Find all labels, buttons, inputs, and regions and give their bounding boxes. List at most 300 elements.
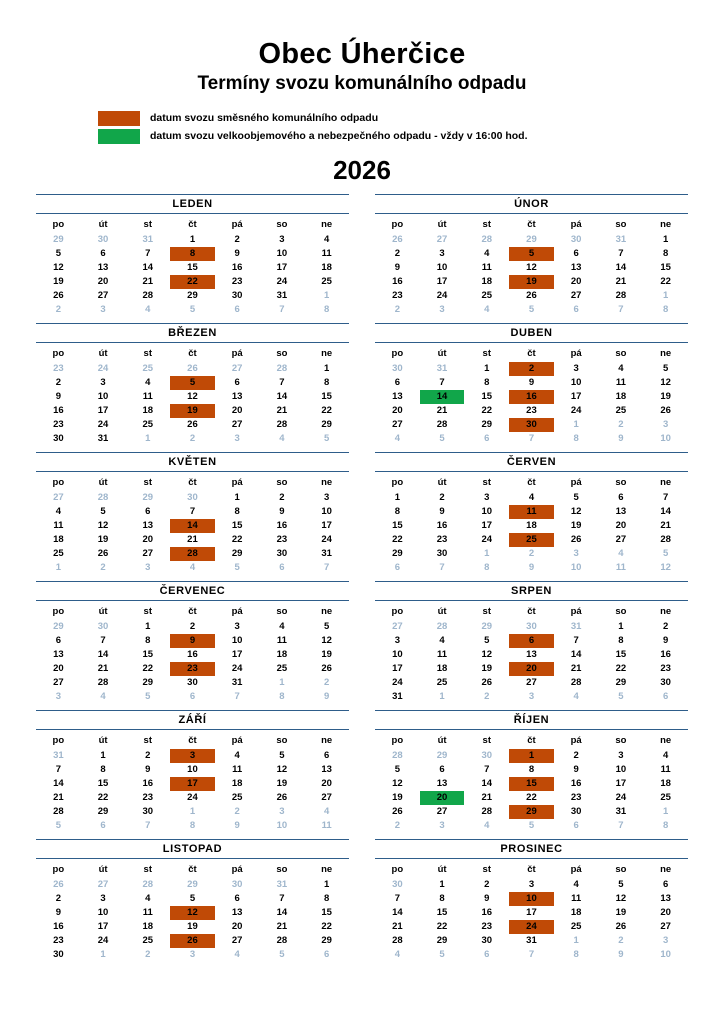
day-cell — [125, 261, 170, 275]
day-outside-month: 6 — [573, 304, 579, 316]
day-number: 24 — [321, 534, 332, 546]
month-table — [36, 474, 349, 575]
day-cell — [125, 491, 170, 505]
day-number: 12 — [321, 635, 332, 647]
weekday-header: čt — [188, 219, 197, 231]
day-cell — [170, 662, 215, 676]
day-cell — [215, 303, 260, 317]
day-cell — [643, 906, 688, 920]
day-number: 28 — [436, 419, 448, 431]
day-number: 25 — [142, 419, 154, 431]
day-number: 6 — [234, 893, 240, 905]
day-number: 30 — [187, 677, 198, 689]
day-cell — [375, 390, 420, 404]
day-outside-month: 29 — [53, 621, 64, 633]
day-number: 27 — [231, 419, 243, 431]
weekday-header-row — [375, 474, 688, 491]
day-cell — [643, 676, 688, 690]
day-cell — [643, 491, 688, 505]
week-row — [36, 920, 349, 934]
day-cell — [420, 648, 465, 662]
day-number: 5 — [55, 248, 61, 260]
day-cell — [215, 749, 260, 763]
day-cell — [464, 934, 509, 948]
day-number: 18 — [660, 778, 671, 790]
day-number: 29 — [97, 806, 109, 818]
weekday-header-row — [375, 345, 688, 362]
day-number: 21 — [276, 405, 288, 417]
day-outside-month: 3 — [573, 548, 579, 560]
day-cell — [304, 432, 349, 446]
day-number: 25 — [570, 921, 582, 933]
day-cell — [375, 432, 420, 446]
month-table — [36, 861, 349, 962]
day-number: 18 — [321, 262, 332, 274]
week-row — [375, 376, 688, 390]
day-cell — [643, 777, 688, 791]
day-number: 21 — [142, 276, 154, 288]
day-cell — [643, 519, 688, 533]
day-cell — [36, 376, 81, 390]
day-number: 2 — [484, 879, 490, 891]
day-cell — [509, 791, 554, 805]
weekday-header: út — [98, 606, 108, 618]
day-cell — [170, 362, 215, 376]
day-cell — [509, 819, 554, 833]
day-cell — [420, 934, 465, 948]
day-cell — [599, 418, 644, 432]
day-cell — [36, 934, 81, 948]
day-number: 4 — [279, 621, 285, 633]
weekday-header: po — [391, 735, 404, 747]
day-number: 11 — [276, 635, 287, 647]
day-cell — [304, 233, 349, 247]
day-cell — [420, 878, 465, 892]
weekday-header: st — [482, 864, 491, 876]
week-row — [375, 934, 688, 948]
day-cell — [599, 390, 644, 404]
day-outside-month: 1 — [662, 290, 669, 302]
day-number: 3 — [323, 492, 330, 504]
day-outside-month: 5 — [439, 949, 445, 961]
day-cell — [125, 648, 170, 662]
day-cell — [554, 505, 599, 519]
day-number: 26 — [187, 419, 198, 431]
weekday-header: ne — [660, 735, 672, 747]
day-cell — [170, 934, 215, 948]
weekday-header: pá — [231, 219, 243, 231]
day-cell — [170, 533, 215, 547]
day-number: 5 — [189, 893, 196, 905]
week-row — [375, 247, 688, 261]
day-cell — [509, 519, 554, 533]
day-number: 11 — [571, 893, 582, 905]
day-cell — [304, 390, 349, 404]
day-cell — [170, 247, 215, 261]
day-number: 10 — [392, 649, 403, 661]
day-cell — [643, 547, 688, 561]
day-cell — [509, 749, 554, 763]
legend-label: datum svozu směsného komunálního odpadu — [150, 112, 379, 125]
day-number: 28 — [481, 806, 493, 818]
day-cell — [464, 561, 509, 575]
day-cell — [215, 892, 260, 906]
day-cell — [643, 404, 688, 418]
day-outside-month: 2 — [484, 691, 490, 703]
day-cell — [304, 906, 349, 920]
day-number: 15 — [321, 391, 332, 403]
day-outside-month: 26 — [53, 879, 64, 891]
day-number: 6 — [394, 377, 400, 389]
day-cell — [81, 289, 126, 303]
day-number: 10 — [187, 764, 198, 776]
day-cell — [170, 648, 215, 662]
week-row — [36, 662, 349, 676]
day-cell — [125, 763, 170, 777]
day-mixed-waste: 23 — [170, 662, 215, 676]
day-cell — [554, 289, 599, 303]
day-outside-month: 5 — [323, 433, 330, 445]
day-number: 23 — [570, 792, 582, 804]
day-number: 13 — [660, 893, 671, 905]
day-number: 9 — [484, 893, 490, 905]
day-cell — [643, 275, 688, 289]
day-cell — [420, 404, 465, 418]
day-cell — [375, 690, 420, 704]
weekday-header: čt — [188, 606, 197, 618]
day-outside-month: 31 — [142, 234, 154, 246]
day-number: 18 — [231, 778, 243, 790]
day-number: 27 — [570, 290, 582, 302]
day-number: 10 — [97, 391, 109, 403]
day-outside-month: 2 — [189, 433, 196, 445]
day-number: 14 — [276, 391, 288, 403]
day-number: 29 — [321, 419, 332, 431]
day-number: 29 — [187, 290, 198, 302]
day-number: 23 — [276, 534, 288, 546]
day-cell — [554, 676, 599, 690]
day-cell — [599, 533, 644, 547]
day-outside-month: 9 — [234, 820, 240, 832]
day-cell — [599, 805, 644, 819]
weekday-header: po — [391, 606, 404, 618]
day-number: 3 — [100, 377, 106, 389]
month-table — [36, 345, 349, 446]
day-number: 1 — [618, 621, 624, 633]
day-cell — [304, 892, 349, 906]
day-number: 29 — [321, 935, 332, 947]
day-cell — [215, 376, 260, 390]
day-outside-month: 7 — [618, 304, 624, 316]
day-cell — [304, 819, 349, 833]
week-row — [375, 390, 688, 404]
day-cell — [599, 749, 644, 763]
week-row — [375, 491, 688, 505]
day-cell — [643, 620, 688, 634]
day-cell — [215, 805, 260, 819]
day-cell — [81, 303, 126, 317]
day-mixed-waste: 3 — [170, 749, 215, 763]
day-cell — [36, 920, 81, 934]
day-number: 18 — [570, 907, 582, 919]
day-cell — [464, 620, 509, 634]
day-number: 4 — [484, 248, 490, 260]
day-cell — [36, 620, 81, 634]
day-cell — [36, 561, 81, 575]
day-cell — [375, 676, 420, 690]
day-number: 24 — [481, 534, 493, 546]
day-number: 22 — [231, 534, 243, 546]
day-number: 15 — [142, 649, 154, 661]
day-cell — [81, 505, 126, 519]
weekday-header: ne — [660, 348, 672, 360]
day-cell — [260, 247, 305, 261]
day-cell — [170, 561, 215, 575]
day-number: 5 — [100, 506, 106, 518]
year-label: 2026 — [333, 155, 391, 186]
day-cell — [420, 376, 465, 390]
day-number: 23 — [53, 935, 64, 947]
day-cell — [170, 906, 215, 920]
day-cell — [36, 233, 81, 247]
day-cell — [125, 289, 170, 303]
day-cell — [464, 547, 509, 561]
day-cell — [36, 275, 81, 289]
day-number: 7 — [55, 764, 61, 776]
day-number: 18 — [276, 649, 288, 661]
day-number: 15 — [392, 520, 403, 532]
day-cell — [643, 247, 688, 261]
month-table — [375, 474, 688, 575]
day-cell — [304, 289, 349, 303]
day-cell — [420, 247, 465, 261]
day-number: 4 — [55, 506, 61, 518]
day-cell — [36, 634, 81, 648]
day-cell — [554, 561, 599, 575]
day-number: 27 — [660, 921, 671, 933]
day-outside-month: 29 — [526, 234, 537, 246]
day-cell — [643, 432, 688, 446]
day-cell — [36, 892, 81, 906]
day-mixed-waste: 2 — [509, 362, 554, 376]
day-number: 22 — [481, 405, 493, 417]
day-cell — [420, 763, 465, 777]
day-cell — [170, 390, 215, 404]
day-cell — [375, 791, 420, 805]
day-cell — [375, 404, 420, 418]
day-cell — [304, 505, 349, 519]
day-number: 3 — [573, 363, 579, 375]
day-cell — [643, 791, 688, 805]
day-cell — [125, 561, 170, 575]
week-row — [375, 418, 688, 432]
day-outside-month: 5 — [234, 562, 240, 574]
day-cell — [643, 805, 688, 819]
day-number: 5 — [662, 363, 669, 375]
day-number: 8 — [618, 635, 624, 647]
day-cell — [420, 491, 465, 505]
day-number: 17 — [570, 391, 582, 403]
day-number: 19 — [615, 907, 627, 919]
day-outside-month: 4 — [234, 949, 240, 961]
day-number: 22 — [97, 792, 109, 804]
day-outside-month: 2 — [618, 419, 624, 431]
day-number: 26 — [615, 921, 627, 933]
day-mixed-waste: 8 — [170, 247, 215, 261]
day-cell — [599, 247, 644, 261]
day-outside-month: 30 — [187, 492, 198, 504]
day-cell — [464, 404, 509, 418]
day-number: 25 — [276, 663, 288, 675]
day-number: 26 — [321, 663, 332, 675]
day-cell — [304, 561, 349, 575]
day-cell — [643, 749, 688, 763]
day-cell — [125, 390, 170, 404]
month-name: SRPEN — [375, 581, 688, 601]
day-cell — [554, 303, 599, 317]
day-cell — [509, 261, 554, 275]
day-cell — [215, 620, 260, 634]
day-number: 25 — [142, 935, 154, 947]
day-cell — [375, 418, 420, 432]
week-row — [375, 519, 688, 533]
day-cell — [81, 763, 126, 777]
weekday-header: so — [276, 348, 288, 360]
day-cell — [464, 432, 509, 446]
day-cell — [125, 690, 170, 704]
day-cell — [643, 376, 688, 390]
day-cell — [125, 376, 170, 390]
day-number: 16 — [570, 778, 582, 790]
month-name: ČERVENEC — [36, 581, 349, 601]
day-cell — [36, 690, 81, 704]
day-number: 7 — [484, 764, 490, 776]
day-cell — [36, 763, 81, 777]
week-row — [375, 620, 688, 634]
month-table — [36, 603, 349, 704]
week-row — [36, 763, 349, 777]
day-number: 13 — [436, 778, 448, 790]
day-outside-month: 3 — [439, 304, 445, 316]
day-number: 17 — [436, 276, 448, 288]
day-outside-month: 8 — [323, 304, 330, 316]
day-number: 13 — [615, 506, 627, 518]
day-mixed-waste: 10 — [509, 892, 554, 906]
day-cell — [599, 303, 644, 317]
day-number: 12 — [481, 649, 493, 661]
day-number: 16 — [142, 778, 154, 790]
day-outside-month: 5 — [528, 304, 535, 316]
day-number: 11 — [232, 764, 243, 776]
week-row — [36, 791, 349, 805]
day-number: 14 — [142, 262, 154, 274]
day-cell — [36, 418, 81, 432]
day-number: 9 — [145, 764, 151, 776]
day-cell — [260, 920, 305, 934]
day-cell — [643, 261, 688, 275]
week-row — [36, 362, 349, 376]
day-outside-month: 1 — [145, 433, 151, 445]
day-number: 28 — [660, 534, 671, 546]
day-number: 16 — [231, 262, 243, 274]
day-number: 11 — [53, 520, 64, 532]
day-number: 19 — [276, 778, 288, 790]
day-cell — [215, 634, 260, 648]
day-number: 8 — [484, 377, 490, 389]
day-cell — [81, 878, 126, 892]
weekday-header: po — [52, 348, 65, 360]
weekday-header: so — [615, 219, 627, 231]
day-outside-month: 11 — [615, 562, 626, 574]
day-cell — [36, 303, 81, 317]
day-cell — [420, 777, 465, 791]
day-mixed-waste: 11 — [509, 505, 554, 519]
day-cell — [304, 791, 349, 805]
weekday-header: pá — [570, 348, 582, 360]
day-outside-month: 23 — [53, 363, 64, 375]
day-outside-month: 4 — [145, 304, 151, 316]
day-cell — [464, 247, 509, 261]
day-cell — [304, 275, 349, 289]
day-cell — [260, 261, 305, 275]
day-cell — [554, 533, 599, 547]
weekday-header: ne — [321, 348, 333, 360]
day-cell — [125, 749, 170, 763]
day-cell — [554, 819, 599, 833]
weekday-header: st — [482, 735, 491, 747]
day-cell — [215, 432, 260, 446]
day-cell — [36, 676, 81, 690]
week-row — [375, 275, 688, 289]
day-outside-month: 30 — [570, 234, 582, 246]
day-cell — [81, 491, 126, 505]
weekday-header: po — [391, 477, 404, 489]
day-cell — [599, 892, 644, 906]
day-number: 10 — [321, 506, 332, 518]
day-cell — [170, 519, 215, 533]
day-mixed-waste: 26 — [170, 934, 215, 948]
day-cell — [509, 418, 554, 432]
day-cell — [304, 676, 349, 690]
day-cell — [643, 289, 688, 303]
day-mixed-waste: 19 — [170, 404, 215, 418]
month-block — [36, 323, 349, 446]
day-number: 19 — [97, 534, 109, 546]
weekday-header: st — [482, 219, 491, 231]
week-row — [375, 303, 688, 317]
day-cell — [420, 662, 465, 676]
day-number: 17 — [231, 649, 243, 661]
day-cell — [304, 404, 349, 418]
day-number: 27 — [392, 419, 403, 431]
weekday-header: út — [98, 864, 108, 876]
day-outside-month: 2 — [100, 562, 106, 574]
day-cell — [599, 275, 644, 289]
day-cell — [554, 519, 599, 533]
day-number: 7 — [145, 248, 151, 260]
day-cell — [260, 878, 305, 892]
month-name: LISTOPAD — [36, 839, 349, 859]
week-row — [36, 275, 349, 289]
day-number: 26 — [570, 534, 582, 546]
day-number: 26 — [53, 290, 64, 302]
day-outside-month: 3 — [528, 691, 535, 703]
weekday-header: so — [276, 606, 288, 618]
day-number: 5 — [323, 621, 330, 633]
day-cell — [304, 934, 349, 948]
day-mixed-waste: 9 — [170, 634, 215, 648]
day-number: 26 — [276, 792, 288, 804]
